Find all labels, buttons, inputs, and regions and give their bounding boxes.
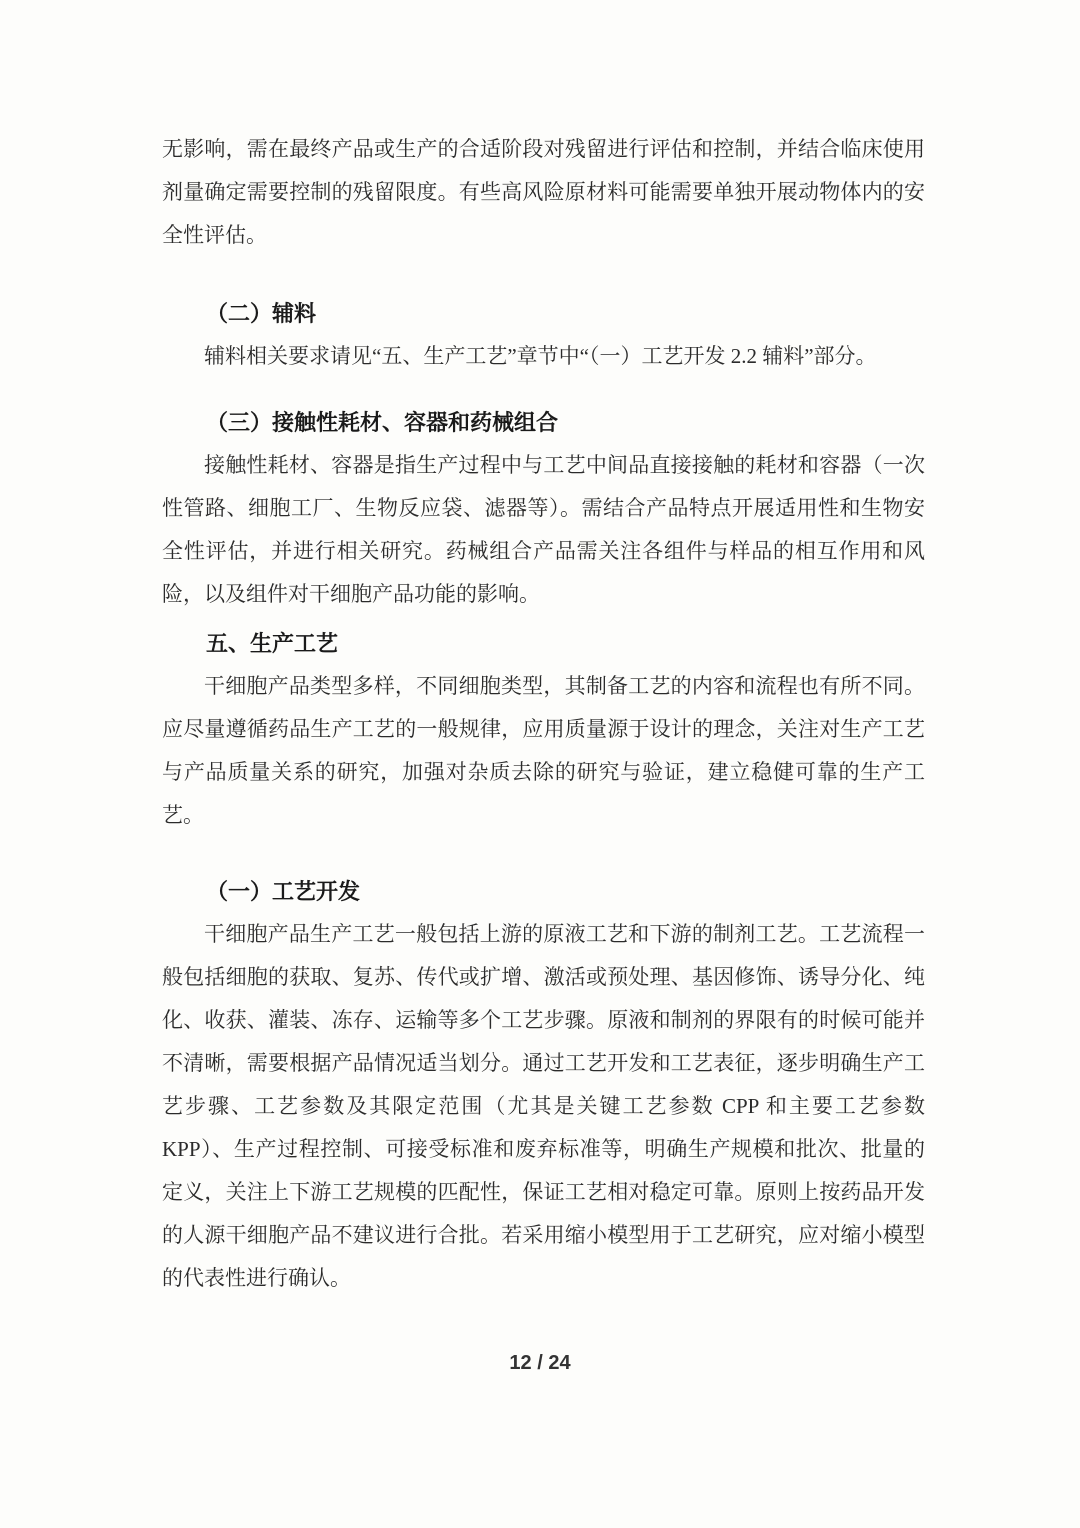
paragraph-production-process-overview: 干细胞产品类型多样，不同细胞类型，其制备工艺的内容和流程也有所不同。应尽量遵循药品生产工艺的一般规律，应用质量源于设计的理念，关注对生产工艺与产品质量关系的研究，加强对杂质去除的研究与验证，建立稳健可靠的生产工艺。 (162, 674, 925, 827)
heading-section-2-excipients: （二）辅料 (206, 301, 317, 326)
heading-section-5-production-process: 五、生产工艺 (206, 631, 339, 656)
paragraph-excipients-reference: 辅料相关要求请见“五、生产工艺”章节中“（一）工艺开发 2.2 辅料”部分。 (204, 344, 877, 368)
paragraph-process-development: 干细胞产品生产工艺一般包括上游的原液工艺和下游的制剂工艺。工艺流程一般包括细胞的获取、复苏、传代或扩增、激活或预处理、基因修饰、诱导分化、纯化、收获、灌装、冻存、运输等多个工艺步骤。原液和制剂的界限有的时候可能并不清晰，需要根据产品情况适当划分。通过工艺开发和工艺表征，逐步明确生产工艺步骤、工艺参数及其限定范围（尤其是关键工艺参数 CPP 和主要工艺参数 KPP）、生产过程控制、可接受标准和废弃标准等，明确生产规模和批次、批量的定义，关注上下游工艺规模的匹配性，保证工艺相对稳定可靠。原则上按药品开发的人源干细胞产品不建议进行合批。若采用缩小模型用于工艺研究，应对缩小模型的代表性进行确认。 (162, 922, 925, 1290)
page-number: 12 / 24 (509, 1352, 571, 1374)
heading-section-5-1-process-development: （一）工艺开发 (206, 879, 361, 904)
paragraph-residue-control: 无影响，需在最终产品或生产的合适阶段对残留进行评估和控制，并结合临床使用剂量确定需要控制的残留限度。有些高风险原材料可能需要单独开展动物体内的安全性评估。 (162, 137, 925, 247)
heading-section-3-contact-materials: （三）接触性耗材、容器和药械组合 (206, 410, 559, 435)
paragraph-contact-materials: 接触性耗材、容器是指生产过程中与工艺中间品直接接触的耗材和容器（一次性管路、细胞工厂、生物反应袋、滤器等）。需结合产品特点开展适用性和生物安全性评估，并进行相关研究。药械组合产品需关注各组件与样品的相互作用和风险，以及组件对干细胞产品功能的影响。 (162, 453, 925, 606)
